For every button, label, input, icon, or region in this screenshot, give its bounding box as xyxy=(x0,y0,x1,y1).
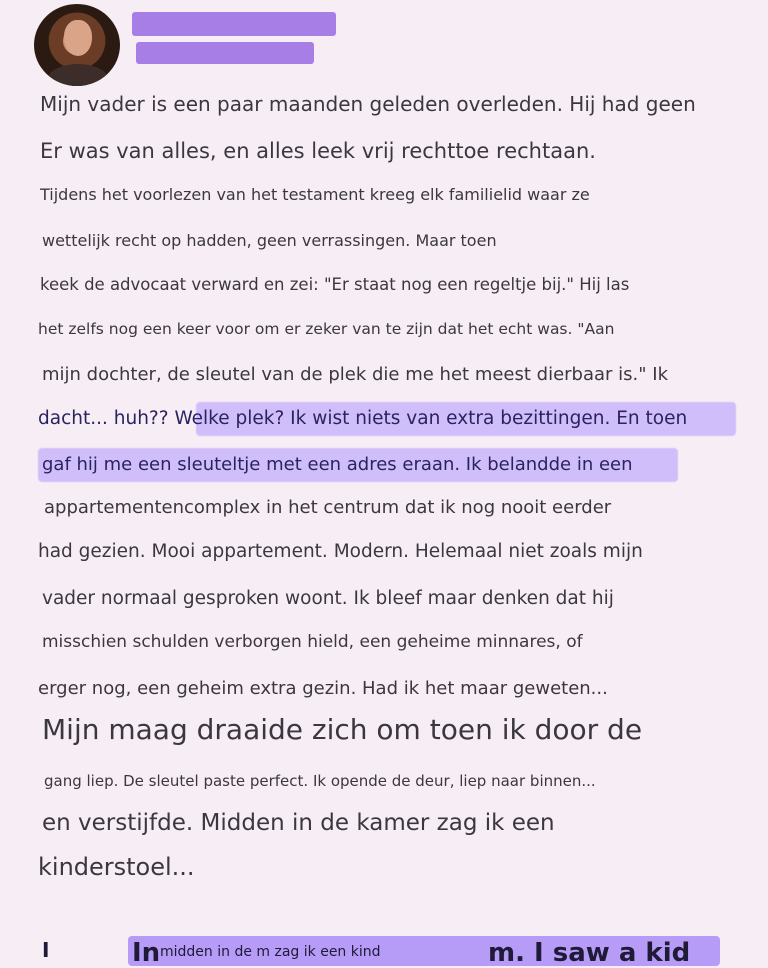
bottom-caption: midden in de m zag ik een kind xyxy=(160,944,381,960)
avatar[interactable] xyxy=(34,4,120,86)
story-line-12: vader normaal gesproken woont. Ik bleef maar denken dat hij xyxy=(42,588,614,609)
story-line-4: wettelijk recht op hadden, geen verrassingen. Maar toen xyxy=(42,231,497,250)
story-line-18: kinderstoel... xyxy=(38,853,195,881)
avatar-shirt xyxy=(48,64,108,86)
story-line-3: Tijdens het voorlezen van het testament kreeg elk familielid waar ze xyxy=(40,185,590,204)
story-line-1: Mijn vader is een paar maanden geleden overleden. Hij had geen xyxy=(40,92,696,116)
story-line-15: Mijn maag draaide zich om toen ik door de xyxy=(42,713,643,746)
story-line-16: gang liep. De sleutel paste perfect. Ik opende de deur, liep naar binnen... xyxy=(44,772,596,790)
story-line-2: Er was van alles, en alles leek vrij rechttoe rechtaan. xyxy=(40,139,596,163)
bottom-fragment-left: In xyxy=(132,938,161,968)
story-line-8: dacht... huh?? Welke plek? Ik wist niets van extra bezittingen. En toen xyxy=(38,408,688,429)
story-line-11: had gezien. Mooi appartement. Modern. Helemaal niet zoals mijn xyxy=(38,541,643,562)
redacted-handle xyxy=(136,42,314,64)
bottom-fragment-right: m. I saw a kid xyxy=(488,938,691,968)
story-line-10: appartementencomplex in het centrum dat ik nog nooit eerder xyxy=(44,497,612,518)
story-line-5: keek de advocaat verward en zei: "Er staat nog een regeltje bij." Hij las xyxy=(40,275,630,294)
story-line-17: en verstijfde. Midden in de kamer zag ik een xyxy=(42,810,555,836)
avatar-face xyxy=(64,20,92,56)
bottom-edge-fragment: I xyxy=(42,938,50,962)
redacted-username xyxy=(132,12,336,36)
story-line-13: misschien schulden verborgen hield, een geheime minnares, of xyxy=(42,632,583,652)
story-line-14: erger nog, een geheim extra gezin. Had ik het maar geweten... xyxy=(38,678,608,699)
story-line-9: gaf hij me een sleuteltje met een adres eraan. Ik belandde in een xyxy=(42,454,633,475)
story-line-6: het zelfs nog een keer voor om er zeker van te zijn dat het echt was. "Aan xyxy=(38,320,615,338)
story-line-7: mijn dochter, de sleutel van de plek die me het meest dierbaar is." Ik xyxy=(42,364,669,385)
